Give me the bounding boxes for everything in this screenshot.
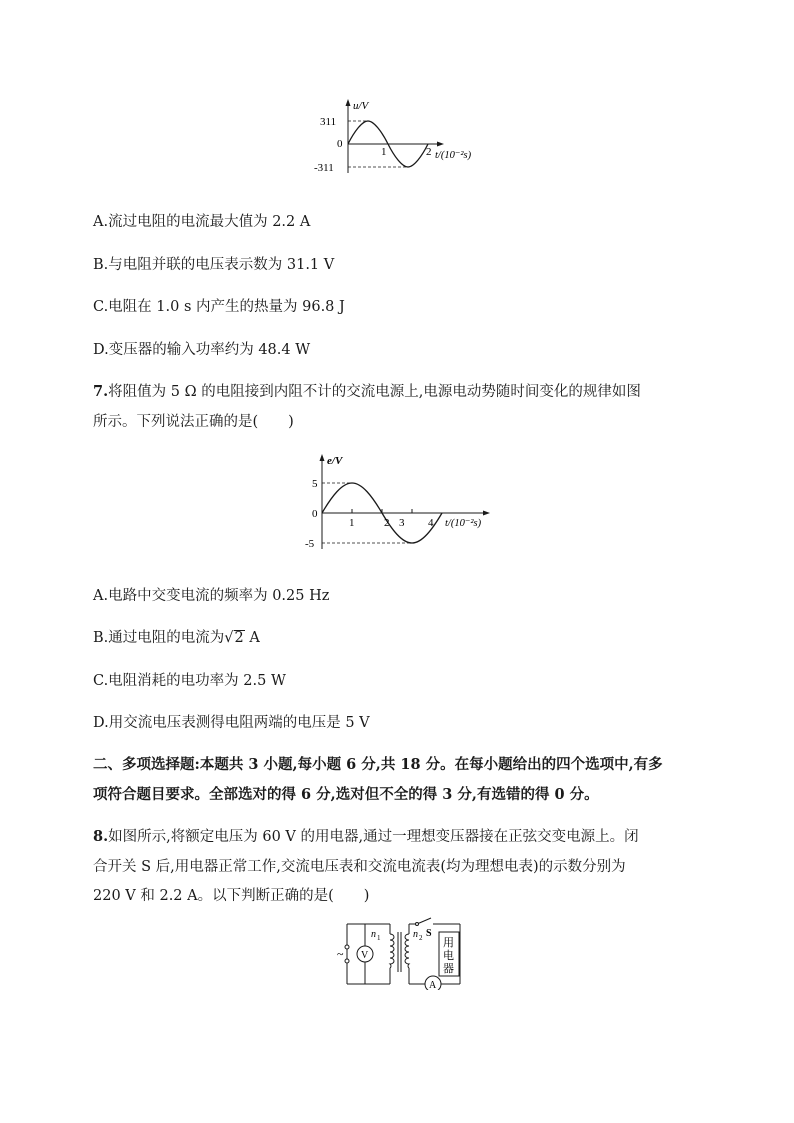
q7-option-a: A.电路中交变电流的频率为 0.25 Hz	[93, 588, 330, 604]
q7-option-b: B.通过电阻的电流为√2 A	[93, 630, 260, 646]
secondary-coil	[405, 934, 409, 968]
q7-option-d: D.用交流电压表测得电阻两端的电压是 5 V	[93, 715, 370, 731]
x-axis-label: t/(10⁻²s)	[445, 518, 482, 529]
n2-label: n	[413, 929, 418, 940]
x-axis-label: t/(10⁻²s)	[435, 150, 472, 161]
sqrt-symbol: √	[224, 630, 234, 646]
origin-label: 0	[312, 508, 318, 520]
load-label-1: 用	[443, 937, 454, 949]
q7-stem-line2: 所示。下列说法正确的是( )	[93, 414, 294, 430]
y-max-label: 5	[312, 478, 318, 490]
origin-label: 0	[337, 138, 343, 150]
q8-stem-line1: 8.如图所示,将额定电压为 60 V 的用电器,通过一理想变压器接在正弦交变电源上。闭	[93, 828, 639, 845]
n1-label: n	[371, 929, 376, 940]
y-min-label: -5	[305, 538, 315, 550]
figure-transformer-circuit	[335, 912, 470, 990]
q7-number: 7.	[93, 383, 109, 400]
primary-coil	[390, 934, 394, 968]
switch-pivot	[416, 923, 419, 926]
q6-option-d: D.变压器的输入功率约为 48.4 W	[93, 342, 311, 358]
y-axis-arrow	[320, 454, 325, 461]
x-tick-4: 4	[428, 517, 434, 529]
y-min-label: -311	[314, 162, 334, 174]
x-tick-3: 3	[399, 517, 405, 529]
q8-stem-line2: 合开关 S 后,用电器正常工作,交流电压表和交流电流表(均为理想电表)的示数分别为	[93, 859, 626, 875]
n2-subscript: 2	[419, 934, 423, 942]
x-axis-arrow	[437, 142, 444, 147]
load-label-3: 器	[443, 963, 454, 975]
y-axis-arrow	[346, 99, 351, 106]
source-terminal-bottom	[345, 959, 349, 963]
section2-heading-line2: 项符合题目要求。全部选对的得 6 分,选对但不全的得 3 分,有选错的得 0 分。	[93, 786, 599, 803]
voltmeter-label: V	[361, 950, 369, 961]
q8-stem-line3: 220 V 和 2.2 A。以下判断正确的是( )	[93, 888, 370, 904]
x-tick-1: 1	[349, 517, 355, 529]
figure-emf-graph	[290, 447, 500, 557]
q7-stem-line1: 7.将阻值为 5 Ω 的电阻接到内阻不计的交流电源上,电源电动势随时间变化的规律如图	[93, 383, 641, 400]
q6-option-a: A.流过电阻的电流最大值为 2.2 A	[93, 214, 311, 230]
q6-option-c: C.电阻在 1.0 s 内产生的热量为 96.8 J	[93, 299, 345, 315]
y-axis-label: u/V	[353, 100, 369, 112]
x-axis-arrow	[483, 511, 490, 516]
ammeter-label: A	[429, 980, 437, 990]
source-terminal-top	[345, 945, 349, 949]
y-max-label: 311	[320, 116, 337, 128]
q6-option-b: B.与电阻并联的电压表示数为 31.1 V	[93, 257, 335, 273]
y-axis-label: e/V	[327, 455, 343, 467]
load-label-2: 电	[443, 950, 454, 962]
sqrt-value: 2	[234, 630, 244, 646]
n1-subscript: 1	[377, 934, 381, 942]
figure-voltage-graph	[300, 95, 500, 180]
x-tick-1: 1	[381, 146, 387, 158]
x-tick-2: 2	[384, 517, 390, 529]
q7-option-c: C.电阻消耗的电功率为 2.5 W	[93, 673, 286, 689]
ac-source-symbol: ~	[337, 947, 344, 961]
section2-heading-line1: 二、多项选择题:本题共 3 小题,每小题 6 分,共 18 分。在每小题给出的四个选项中,有多	[93, 756, 663, 773]
switch-blade	[417, 918, 431, 924]
q8-number: 8.	[93, 828, 109, 845]
x-tick-2: 2	[426, 146, 432, 158]
switch-label: S	[426, 928, 432, 939]
